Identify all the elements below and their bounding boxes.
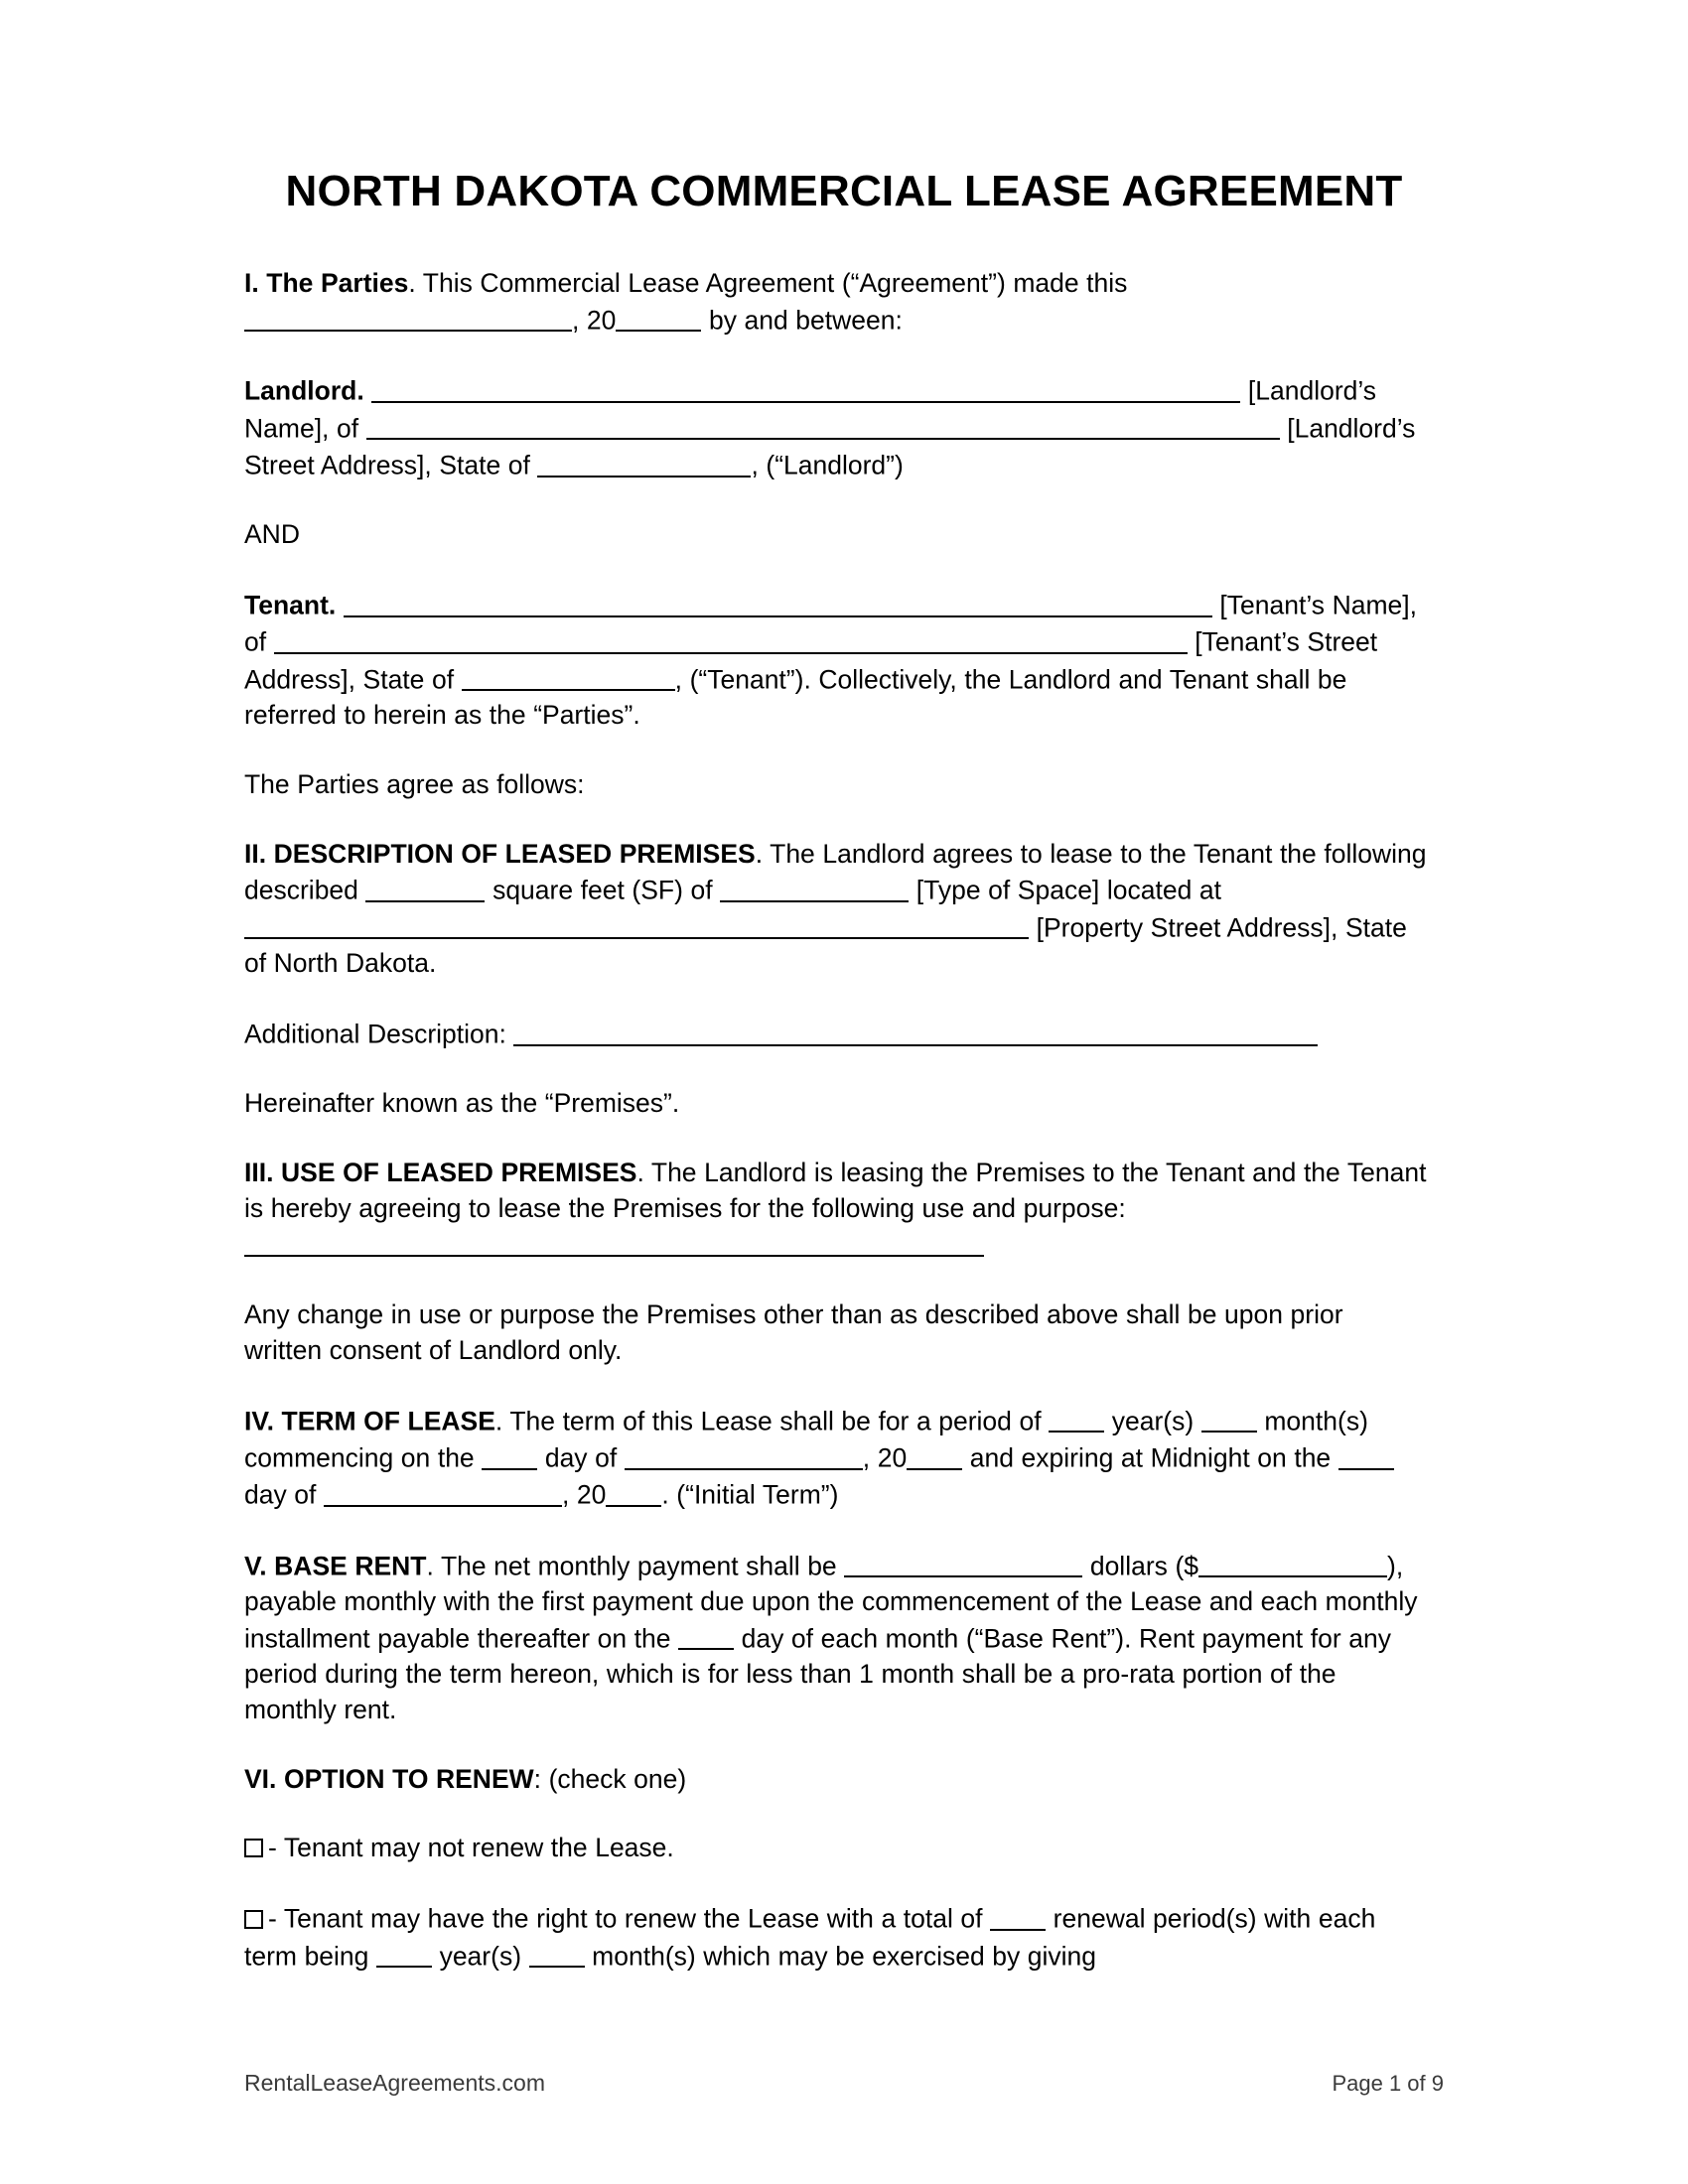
section-base-rent-text-d: day of each month (“Base Rent”). Rent payment for any period during the term hereon, which is for less than 1 month shall be a pro-rata portion of the monthly rent.	[244, 1623, 1391, 1724]
blank-tenant-street[interactable]	[274, 623, 1188, 654]
footer-site-name: RentalLeaseAgreements.com	[244, 2070, 545, 2096]
section-base-rent	[244, 1548, 1428, 1728]
blank-rent-due-day[interactable]	[678, 1620, 734, 1651]
section-term-heading: IV. TERM OF LEASE	[244, 1406, 495, 1436]
section-term-text-e: , 20	[862, 1442, 908, 1473]
landlord-label: Landlord.	[244, 375, 364, 406]
blank-additional-description-2[interactable]	[1129, 1016, 1318, 1046]
section-term-text-g: day of	[244, 1479, 317, 1510]
section-term-text-i: . (“Initial Term”)	[661, 1479, 839, 1510]
tenant-name-tag: [Tenant’s Name], of	[244, 590, 1417, 658]
section-parties-intro-a: . This Commercial Lease Agreement (“Agreement”) made this	[408, 268, 1128, 298]
renew-option-yes	[244, 1900, 1428, 1975]
blank-landlord-street[interactable]	[366, 410, 1280, 441]
blank-tenant-name[interactable]	[344, 587, 1212, 617]
tenant-state-prefix: State of	[362, 664, 455, 695]
blank-expire-year[interactable]	[606, 1476, 661, 1507]
section-description-heading: II. DESCRIPTION OF LEASED PREMISES	[244, 838, 756, 869]
section-term-text-a: . The term of this Lease shall be for a period of	[494, 1406, 1042, 1436]
renew-option-yes-label-d: month(s) which may be exercised by giving	[592, 1941, 1097, 1972]
landlord-block	[244, 372, 1428, 483]
blank-commence-year[interactable]	[907, 1439, 962, 1470]
blank-term-months[interactable]	[1201, 1403, 1257, 1433]
document-body	[244, 266, 1428, 2008]
renew-option-yes-label-a: - Tenant may have the right to renew the Lease with a total of	[268, 1903, 983, 1934]
section-description	[244, 837, 1428, 982]
blank-commence-day[interactable]	[482, 1439, 537, 1470]
page-footer	[244, 2070, 1444, 2097]
blank-landlord-name[interactable]	[371, 372, 1240, 403]
section-description-text-d: [Property Street Address], State of North Dakota.	[244, 912, 1407, 979]
section-base-rent-text-a: . The net monthly payment shall be	[426, 1551, 837, 1581]
section-base-rent-text-b: dollars ($	[1089, 1551, 1199, 1581]
blank-square-feet[interactable]	[365, 872, 485, 902]
blank-renewal-periods[interactable]	[990, 1900, 1046, 1931]
section-use	[244, 1156, 1428, 1264]
section-option-to-renew-heading: VI. OPTION TO RENEW	[244, 1763, 534, 1794]
renew-option-no-label: - Tenant may not renew the Lease.	[268, 1833, 674, 1863]
section-parties-intro-c: by and between:	[701, 305, 903, 336]
section-term-text-d: day of	[544, 1442, 618, 1473]
landlord-street-tag: [Landlord’s Street Address],	[244, 413, 1416, 480]
blank-term-years[interactable]	[1049, 1403, 1104, 1433]
section-description-text-b: square feet (SF) of	[492, 876, 713, 906]
tenant-state-suffix: , (“Tenant”). Collectively, the Landlord and Tenant shall be referred to herein as the “Parties”.	[244, 664, 1347, 731]
section-term-text-c: month(s) commencing on the	[244, 1406, 1368, 1473]
section-description-text-c: [Type of Space] located at	[915, 876, 1221, 906]
page-title: NORTH DAKOTA COMMERCIAL LEASE AGREEMENT	[285, 167, 1403, 216]
section-term	[244, 1403, 1428, 1514]
blank-property-street-address[interactable]	[244, 909, 1029, 940]
section-parties-intro-b: , 20	[572, 305, 617, 336]
section-base-rent-text-c: ), payable monthly with the first payment due upon the commencement of the Lease and each monthly installment payable thereafter on the	[244, 1551, 1418, 1654]
section-parties-intro	[244, 266, 1428, 339]
section-use-text-a: . The Landlord is leasing the Premises to the Tenant and the Tenant is hereby agreeing to lease the Premises for the following use and purpose:	[244, 1158, 1427, 1223]
checkbox-icon[interactable]	[244, 1839, 263, 1857]
use-change-note: Any change in use or purpose the Premises other than as described above shall be upon prior written consent of Landlord only.	[244, 1299, 1343, 1365]
landlord-state-suffix: , (“Landlord”)	[751, 450, 904, 480]
blank-date-field[interactable]	[244, 302, 572, 333]
section-term-text-b: year(s)	[1111, 1406, 1195, 1436]
additional-description-label: Additional Description:	[244, 1019, 506, 1049]
renew-option-yes-label-b: renewal period(s) with each term being	[244, 1903, 1376, 1972]
section-option-to-renew	[244, 1762, 1428, 1798]
blank-renewal-months[interactable]	[529, 1938, 585, 1969]
additional-description-line	[244, 1016, 1428, 1052]
tenant-label: Tenant.	[244, 590, 337, 620]
parties-agree-line: The Parties agree as follows:	[244, 768, 585, 799]
blank-additional-description-1[interactable]	[513, 1016, 1129, 1046]
renew-option-no	[244, 1831, 1428, 1866]
blank-rent-amount[interactable]	[1198, 1548, 1387, 1578]
blank-commence-month[interactable]	[625, 1439, 863, 1470]
section-use-heading: III. USE OF LEASED PREMISES	[244, 1158, 637, 1188]
section-term-text-h: , 20	[561, 1479, 607, 1510]
section-term-text-f: and expiring at Midnight on the	[962, 1442, 1332, 1473]
blank-year-field[interactable]	[616, 302, 701, 333]
blank-renewal-years[interactable]	[376, 1938, 432, 1969]
blank-landlord-state[interactable]	[537, 447, 751, 478]
renew-option-yes-label-c: year(s)	[439, 1941, 522, 1972]
blank-expire-day[interactable]	[1338, 1439, 1394, 1470]
tenant-block	[244, 587, 1428, 734]
section-option-to-renew-suffix: : (check one)	[533, 1763, 687, 1794]
landlord-name-tag: [Landlord’s Name], of	[244, 375, 1377, 444]
blank-type-of-space[interactable]	[720, 872, 909, 902]
checkbox-icon[interactable]	[244, 1910, 263, 1929]
landlord-state-prefix: State of	[439, 450, 530, 480]
blank-tenant-state[interactable]	[462, 661, 675, 692]
blank-rent-words[interactable]	[844, 1548, 1082, 1578]
blank-use-purpose[interactable]	[244, 1227, 984, 1258]
tenant-street-tag: [Tenant’s Street Address],	[244, 627, 1378, 695]
footer-page-number: Page 1 of 9	[1332, 2071, 1444, 2096]
section-base-rent-heading: V. BASE RENT	[244, 1551, 427, 1581]
hereinafter-premises: Hereinafter known as the “Premises”.	[244, 1088, 680, 1119]
blank-expire-month[interactable]	[324, 1476, 562, 1507]
section-parties-heading: I. The Parties	[244, 268, 409, 298]
conjunction-and: AND	[244, 519, 300, 550]
section-description-text-a: . The Landlord agrees to lease to the Tenant the following described	[244, 838, 1427, 906]
